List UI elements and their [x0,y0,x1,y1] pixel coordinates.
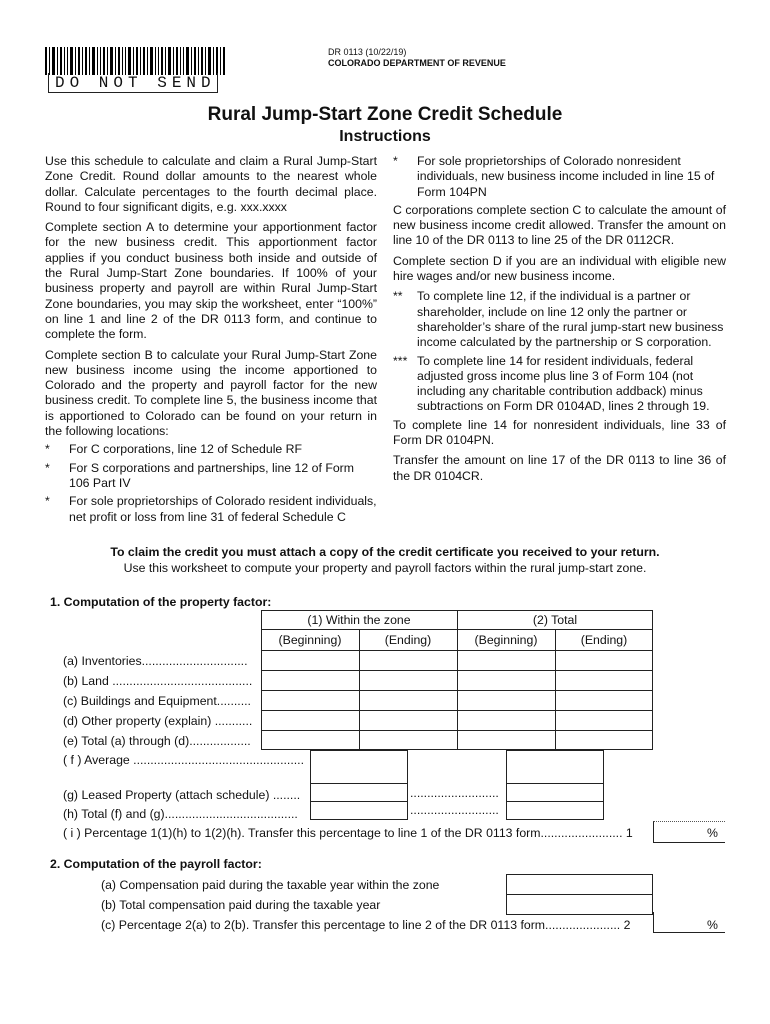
leased-within-zone-field[interactable] [310,784,408,802]
bullet-text: For sole proprietorships of Colorado resident individuals, net profit or loss from line 31 of federal Schedule C [69,494,377,524]
row-label-inventories: (a) Inventories............................... [63,654,248,668]
barcode [45,47,225,75]
sub-ending: (Ending) [580,633,628,647]
row-label-leased-property: (g) Leased Property (attach schedule) ........ [63,788,301,802]
bullet-text: To complete line 14 for resident individuals, federal adjusted gross income plus line 3 of Form 104 (not including any charitable contribution addback) minus subtractions on Form DR 0104AD, lines 2 through 19. [417,353,710,414]
sub-beginning: (Beginning) [474,633,538,647]
payroll-factor-heading: 2. Computation of the payroll factor: [50,857,262,871]
row-label-percentage-1: ( i ) Percentage 1(1)(h) to 1(2)(h). Transfer this percentage to line 1 of the DR 0113 form........................ 1 [63,826,633,840]
worksheet-note: Use this worksheet to compute your property and payroll factors within the rural jump-start zone. [123,561,647,575]
row-label-land: (b) Land ......................................... [63,674,253,688]
bullet-marker: * [45,460,50,475]
bullet-item [45,494,377,525]
total-fg-within-zone-field[interactable] [310,802,408,820]
bullet-text: To complete line 12, if the individual is a partner or shareholder, include on line 12 only the partner or shareholder’s share of the rural jump-start new business income calculated by the partnership or S corporation. [417,289,724,350]
row-label-other-property: (d) Other property (explain) ........... [63,714,253,728]
row-label-total-a-d: (e) Total (a) through (d).................. [63,734,251,748]
bullet-item [45,461,377,492]
col-total: (2) Total [532,613,578,627]
row-label-percentage-2: (c) Percentage 2(a) to 2(b). Transfer this percentage to line 2 of the DR 0113 form...................... 2 [101,918,631,932]
inventories-within-ending-field[interactable] [360,651,456,669]
instruction-paragraph: To complete line 14 for nonresident individuals, line 33 of Form DR 0104PN. [393,417,726,448]
page-title: Rural Jump-Start Zone Credit Schedule [207,104,563,125]
bullet-marker: * [45,494,50,509]
bullet-marker: *** [393,353,408,368]
bullet-marker: * [393,154,398,168]
percent-sign: % [707,826,718,840]
leased-total-field[interactable] [506,784,604,802]
average-total-field[interactable] [506,750,604,784]
bullet-marker: ** [393,289,403,304]
bullet-marker: * [45,442,50,457]
inventories-within-beginning-field[interactable] [262,651,358,669]
bullet-item [45,442,377,457]
average-within-zone-field[interactable] [310,750,408,784]
bullet-item [393,154,726,200]
bullet-item [393,354,726,415]
page-subtitle: Instructions [339,128,431,145]
grid-divider [261,629,653,630]
grid-divider [457,610,458,750]
instruction-paragraph: Use this schedule to calculate and claim a Rural Jump-Start Zone Credit. Round dollar amounts to the nearest whole dollar. Calculate percentages to the fourth decimal place. Round to four significant digits, e.g. xxx.xxxx [45,154,377,214]
grid-divider [261,690,653,691]
bullet-text: For sole proprietorships of Colorado nonresident individuals, new business income included in line 15 of Form 104PN [417,154,715,199]
row-label-total-compensation: (b) Total compensation paid during the taxable year [101,898,381,912]
total-fg-total-field[interactable] [506,802,604,820]
instruction-paragraph: Transfer the amount on line 17 of the DR 0113 to line 36 of the DR 0104CR. [393,453,726,483]
zone-compensation-field[interactable] [506,874,653,895]
bullet-item [393,289,726,350]
row-label-buildings: (c) Buildings and Equipment.......... [63,694,251,708]
department-name: COLORADO DEPARTMENT OF REVENUE [328,58,506,68]
grid-divider [261,730,653,731]
sub-ending: (Ending) [384,633,432,647]
sub-beginning: (Beginning) [278,633,342,647]
total-compensation-field[interactable] [506,894,653,915]
instructions-right-column [393,154,726,489]
do-not-send-stamp: DO NOT SEND [48,73,218,93]
col-within-zone: (1) Within the zone [307,613,411,627]
instruction-paragraph: Complete section B to calculate your Rural Jump-Start Zone new business income using the income apportioned to Colorado and the property and payroll factor for the new business credit. To complete line 5, the business income that is apportioned to Colorado can be found on your return in the following locations: [45,347,377,439]
inventories-total-ending-field[interactable] [556,651,652,669]
certificate-note: To claim the credit you must attach a copy of the credit certificate you received to your return. [110,545,660,559]
property-factor-heading: 1. Computation of the property factor: [50,595,272,609]
row-label-total-f-g: (h) Total (f) and (g)....................................... [63,807,298,821]
total-dots: .......................... [410,803,499,817]
row-label-average: ( f ) Average .................................................. [63,753,304,767]
instruction-paragraph: Complete section A to determine your apportionment factor for the new business credit. This apportionment factor applies if you conduct business both inside and outside of the Rural Jump-Start Zone boundaries. If 100% of your business property and payroll are within Rural Jump-Start Zone boundaries, you may skip the worksheet, enter “100%” on line 1 and line 2 of the DR 0113 form, and continue to complete the form. [45,220,377,342]
percent-sign: % [707,918,718,932]
form-number-text: DR 0113 (10/22/19) [328,47,407,57]
grid-divider [261,670,653,671]
form-number [328,47,506,69]
leased-dots: .......................... [410,786,499,800]
instruction-paragraph: C corporations complete section C to calculate the amount of new business income credit allowed. Transfer the amount on line 10 of the DR 0113 to line 25 of the DR 0112CR. [393,202,726,248]
bullet-text: For S corporations and partnerships, line 12 of Form 106 Part IV [69,460,355,490]
inventories-total-beginning-field[interactable] [458,651,554,669]
bullet-text: For C corporations, line 12 of Schedule RF [69,442,303,457]
instruction-paragraph: Complete section D if you are an individual with eligible new hire wages and/or new business income. [393,253,726,284]
instructions-left-column [45,154,377,528]
row-label-zone-compensation: (a) Compensation paid during the taxable year within the zone [101,878,440,892]
grid-divider [261,710,653,711]
